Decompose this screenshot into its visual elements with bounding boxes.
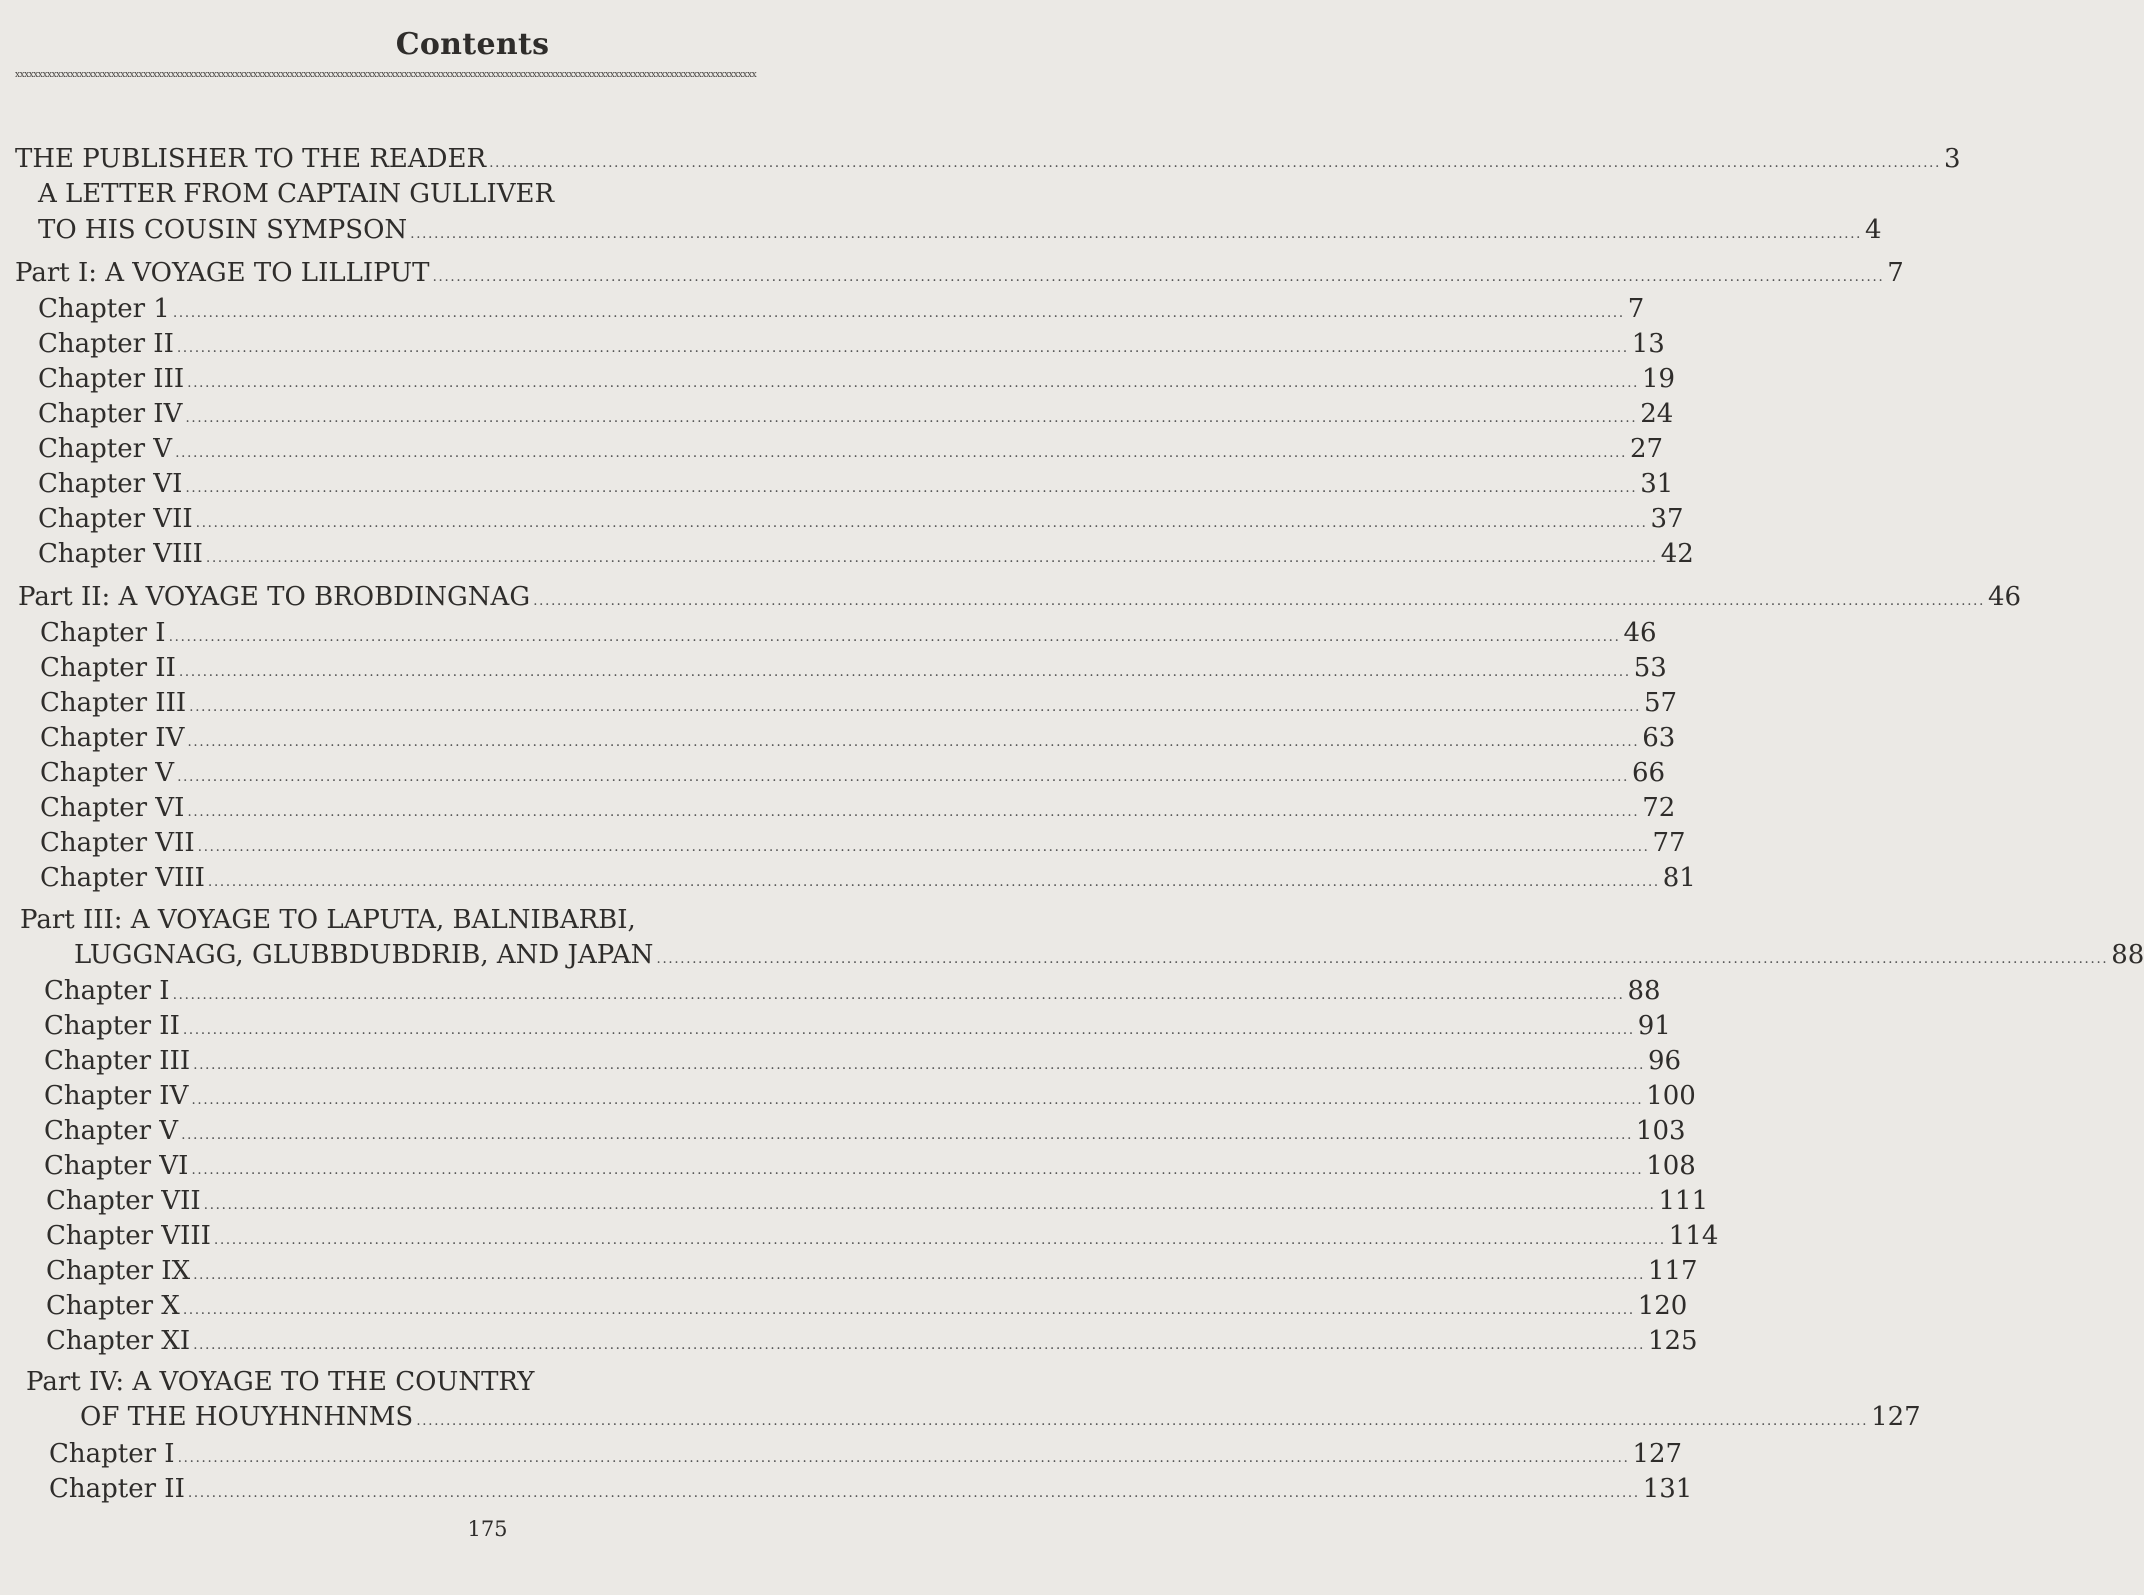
- entry-title: Chapter VII: [38, 504, 193, 534]
- entry-page-number: 96: [1647, 1046, 1682, 1076]
- entry-page-number: 125: [1647, 1326, 1698, 1356]
- toc-chapter: [46, 1289, 1688, 1323]
- entry-title: TO HIS COUSIN SYMPSON: [38, 215, 408, 245]
- dot-leader: ....................................................................................................................................................................................................................................................: [187, 734, 1640, 750]
- toc-part-heading: [26, 1365, 534, 1399]
- dot-leader: ....................................................................................................................................................................................................................................................: [193, 1337, 1645, 1353]
- entry-page-number: 77: [1652, 828, 1686, 858]
- entry-page-number: 46: [1623, 618, 1657, 648]
- entry-title: Chapter I: [49, 1439, 175, 1469]
- entry-page-number: 88: [2111, 940, 2144, 970]
- toc-chapter: [40, 861, 1696, 895]
- toc-chapter: [40, 756, 1666, 790]
- toc-chapter: [38, 292, 1645, 326]
- dot-leader: ....................................................................................................................................................................................................................................................: [191, 1092, 1644, 1108]
- dot-leader: ....................................................................................................................................................................................................................................................: [197, 839, 1650, 855]
- entry-title: Chapter V: [38, 434, 173, 464]
- entry-page-number: 7: [1627, 294, 1645, 324]
- entry-title: Part IV: A VOYAGE TO THE COUNTRY: [26, 1367, 535, 1397]
- toc-chapter: [46, 1324, 1698, 1358]
- dot-leader: ....................................................................................................................................................................................................................................................: [193, 1267, 1645, 1283]
- toc-chapter: [49, 1437, 1683, 1471]
- entry-title: A LETTER FROM CAPTAIN GULLIVER: [38, 179, 555, 209]
- entry-title: Chapter II: [40, 653, 176, 683]
- entry-page-number: 27: [1629, 434, 1664, 464]
- entry-page-number: 88: [1627, 976, 1661, 1006]
- dot-leader: ....................................................................................................................................................................................................................................................: [172, 305, 1625, 321]
- entry-page-number: 103: [1635, 1116, 1686, 1146]
- toc-chapter: [40, 826, 1686, 860]
- toc-chapter: [44, 1079, 1696, 1113]
- entry-title: Part III: A VOYAGE TO LAPUTA, BALNIBARBI,: [20, 905, 636, 935]
- entry-page-number: 127: [1632, 1439, 1683, 1469]
- entry-page-number: 117: [1647, 1256, 1698, 1286]
- toc-chapter: [38, 362, 1676, 396]
- entry-title: Chapter IV: [38, 399, 183, 429]
- toc-entry-continued: [38, 177, 554, 211]
- toc-chapter: [38, 537, 1694, 571]
- toc-entry-continued: [74, 938, 2144, 972]
- dot-leader: ....................................................................................................................................................................................................................................................: [533, 593, 1985, 609]
- entry-page-number: 114: [1668, 1221, 1719, 1251]
- dot-leader: ....................................................................................................................................................................................................................................................: [181, 1127, 1633, 1143]
- entry-title: Chapter IX: [46, 1256, 191, 1286]
- toc-chapter: [46, 1219, 1719, 1253]
- dot-leader: ....................................................................................................................................................................................................................................................: [172, 987, 1625, 1003]
- entry-page-number: 72: [1642, 793, 1676, 823]
- entry-title: LUGGNAGG, GLUBBDUBDRIB, AND JAPAN: [74, 940, 654, 970]
- toc-chapter: [40, 686, 1678, 720]
- entry-title: Chapter VIII: [38, 539, 203, 569]
- entry-title: OF THE HOUYHNHNMS: [80, 1402, 414, 1432]
- entry-page-number: 63: [1642, 723, 1676, 753]
- toc-chapter: [40, 721, 1676, 755]
- entry-title: Chapter I: [40, 618, 166, 648]
- toc-chapter: [38, 327, 1665, 361]
- entry-title: Part II: A VOYAGE TO BROBDINGNAG: [18, 582, 531, 612]
- entry-title: Chapter III: [44, 1046, 191, 1076]
- toc-chapter: [38, 467, 1674, 501]
- dot-leader: ....................................................................................................................................................................................................................................................: [489, 155, 1941, 171]
- dot-leader: ....................................................................................................................................................................................................................................................: [191, 1162, 1644, 1178]
- entry-title: Chapter VI: [40, 793, 185, 823]
- entry-title: Chapter II: [44, 1011, 180, 1041]
- entry-title: Chapter III: [40, 688, 187, 718]
- entry-page-number: 120: [1637, 1291, 1688, 1321]
- entry-page-number: 13: [1631, 329, 1665, 359]
- entry-title: Chapter X: [46, 1291, 180, 1321]
- entry-title: Chapter VIII: [46, 1221, 211, 1251]
- dot-leader: ....................................................................................................................................................................................................................................................: [177, 769, 1629, 785]
- toc-chapter: [46, 1254, 1698, 1288]
- entry-page-number: 108: [1646, 1151, 1696, 1181]
- dot-leader: ....................................................................................................................................................................................................................................................: [176, 340, 1629, 356]
- dot-leader: ....................................................................................................................................................................................................................................................: [185, 480, 1638, 496]
- entry-page-number: 46: [1987, 582, 2022, 612]
- toc-part-heading: [18, 580, 2022, 614]
- toc-part-heading: [20, 903, 636, 937]
- entry-page-number: 19: [1641, 364, 1676, 394]
- dot-leader: ....................................................................................................................................................................................................................................................: [416, 1413, 1869, 1429]
- toc-chapter: [46, 1184, 1709, 1218]
- dot-leader: ....................................................................................................................................................................................................................................................: [213, 1232, 1666, 1248]
- toc-chapter: [40, 651, 1667, 685]
- entry-title: Chapter I: [44, 976, 170, 1006]
- entry-title: Chapter 1: [38, 294, 170, 324]
- entry-title: Chapter II: [49, 1474, 185, 1504]
- toc-part-heading: [15, 256, 1904, 290]
- dot-leader: ....................................................................................................................................................................................................................................................: [432, 269, 1885, 285]
- entry-page-number: 24: [1640, 399, 1674, 429]
- toc-chapter: [49, 1472, 1693, 1506]
- entry-title: Chapter IV: [44, 1081, 189, 1111]
- entry-title: Chapter IV: [40, 723, 185, 753]
- toc-chapter: [38, 432, 1664, 466]
- entry-page-number: 91: [1637, 1011, 1671, 1041]
- toc-chapter: [44, 1114, 1686, 1148]
- dot-leader: ....................................................................................................................................................................................................................................................: [182, 1022, 1635, 1038]
- toc-entry: [15, 142, 1961, 176]
- toc-chapter: [44, 1149, 1696, 1183]
- entry-title: Chapter VII: [46, 1186, 201, 1216]
- entry-title: Chapter V: [40, 758, 175, 788]
- entry-title: Chapter VI: [44, 1151, 189, 1181]
- entry-title: Chapter II: [38, 329, 174, 359]
- dot-leader: ....................................................................................................................................................................................................................................................: [187, 1485, 1640, 1501]
- toc-chapter: [38, 397, 1674, 431]
- entry-page-number: 127: [1871, 1402, 1921, 1432]
- entry-title: Chapter VII: [40, 828, 195, 858]
- entry-page-number: 31: [1640, 469, 1674, 499]
- entry-page-number: 111: [1658, 1186, 1709, 1216]
- toc-chapter: [44, 1044, 1682, 1078]
- dot-leader: ....................................................................................................................................................................................................................................................: [205, 550, 1658, 566]
- dot-leader: ....................................................................................................................................................................................................................................................: [410, 226, 1862, 242]
- toc-chapter: [38, 502, 1684, 536]
- dot-leader: ....................................................................................................................................................................................................................................................: [656, 951, 2109, 967]
- toc-chapter: [44, 974, 1661, 1008]
- entry-title: Part I: A VOYAGE TO LILLIPUT: [15, 258, 430, 288]
- entry-page-number: 7: [1887, 258, 1904, 288]
- dot-leader: ....................................................................................................................................................................................................................................................: [187, 375, 1639, 391]
- entry-page-number: 3: [1943, 144, 1961, 174]
- dot-leader: ....................................................................................................................................................................................................................................................: [182, 1302, 1635, 1318]
- dot-leader: ....................................................................................................................................................................................................................................................: [185, 410, 1638, 426]
- dot-leader: ....................................................................................................................................................................................................................................................: [168, 629, 1621, 645]
- entry-page-number: 4: [1865, 215, 1882, 245]
- entry-page-number: 66: [1631, 758, 1666, 788]
- toc-chapter: [40, 791, 1676, 825]
- entry-title: THE PUBLISHER TO THE READER: [15, 144, 487, 174]
- dot-leader: ....................................................................................................................................................................................................................................................: [203, 1197, 1656, 1213]
- toc-chapter: [40, 616, 1657, 650]
- entry-page-number: 100: [1646, 1081, 1696, 1111]
- entry-page-number: 37: [1650, 504, 1684, 534]
- decorative-rule: xxxxxxxxxxxxxxxxxxxxxxxxxxxxxxxxxxxxxxxxxxxxxxxxxxxxxxxxxxxxxxxxxxxxxxxxxxxxxxxxxxxxxxxxxxxxxxxxxxxxxxxxxxxxxxxxxxxxxxxxxxxxxxxxxxxxxxxxxxxxxxxxxxxxxxxxxxxxxxxxxx: [15, 70, 757, 80]
- entry-page-number: 57: [1643, 688, 1678, 718]
- entry-title: Chapter III: [38, 364, 185, 394]
- dot-leader: ....................................................................................................................................................................................................................................................: [189, 699, 1641, 715]
- dot-leader: ....................................................................................................................................................................................................................................................: [178, 664, 1631, 680]
- toc-entry: [38, 213, 1882, 247]
- entry-title: Chapter VIII: [40, 863, 205, 893]
- dot-leader: ....................................................................................................................................................................................................................................................: [195, 515, 1648, 531]
- dot-leader: ....................................................................................................................................................................................................................................................: [193, 1057, 1645, 1073]
- entry-page-number: 53: [1633, 653, 1667, 683]
- dot-leader: ....................................................................................................................................................................................................................................................: [207, 874, 1660, 890]
- dot-leader: ....................................................................................................................................................................................................................................................: [187, 804, 1640, 820]
- entry-page-number: 131: [1642, 1474, 1693, 1504]
- dot-leader: ....................................................................................................................................................................................................................................................: [177, 1450, 1630, 1466]
- entry-page-number: 81: [1662, 863, 1696, 893]
- entry-title: Chapter V: [44, 1116, 179, 1146]
- page-number-footer: 175: [467, 1517, 508, 1541]
- toc-entry-continued: [80, 1400, 1921, 1434]
- page-title: Contents: [395, 27, 550, 62]
- toc-chapter: [44, 1009, 1671, 1043]
- entry-page-number: 42: [1660, 539, 1694, 569]
- entry-title: Chapter VI: [38, 469, 183, 499]
- dot-leader: ....................................................................................................................................................................................................................................................: [175, 445, 1627, 461]
- entry-title: Chapter XI: [46, 1326, 191, 1356]
